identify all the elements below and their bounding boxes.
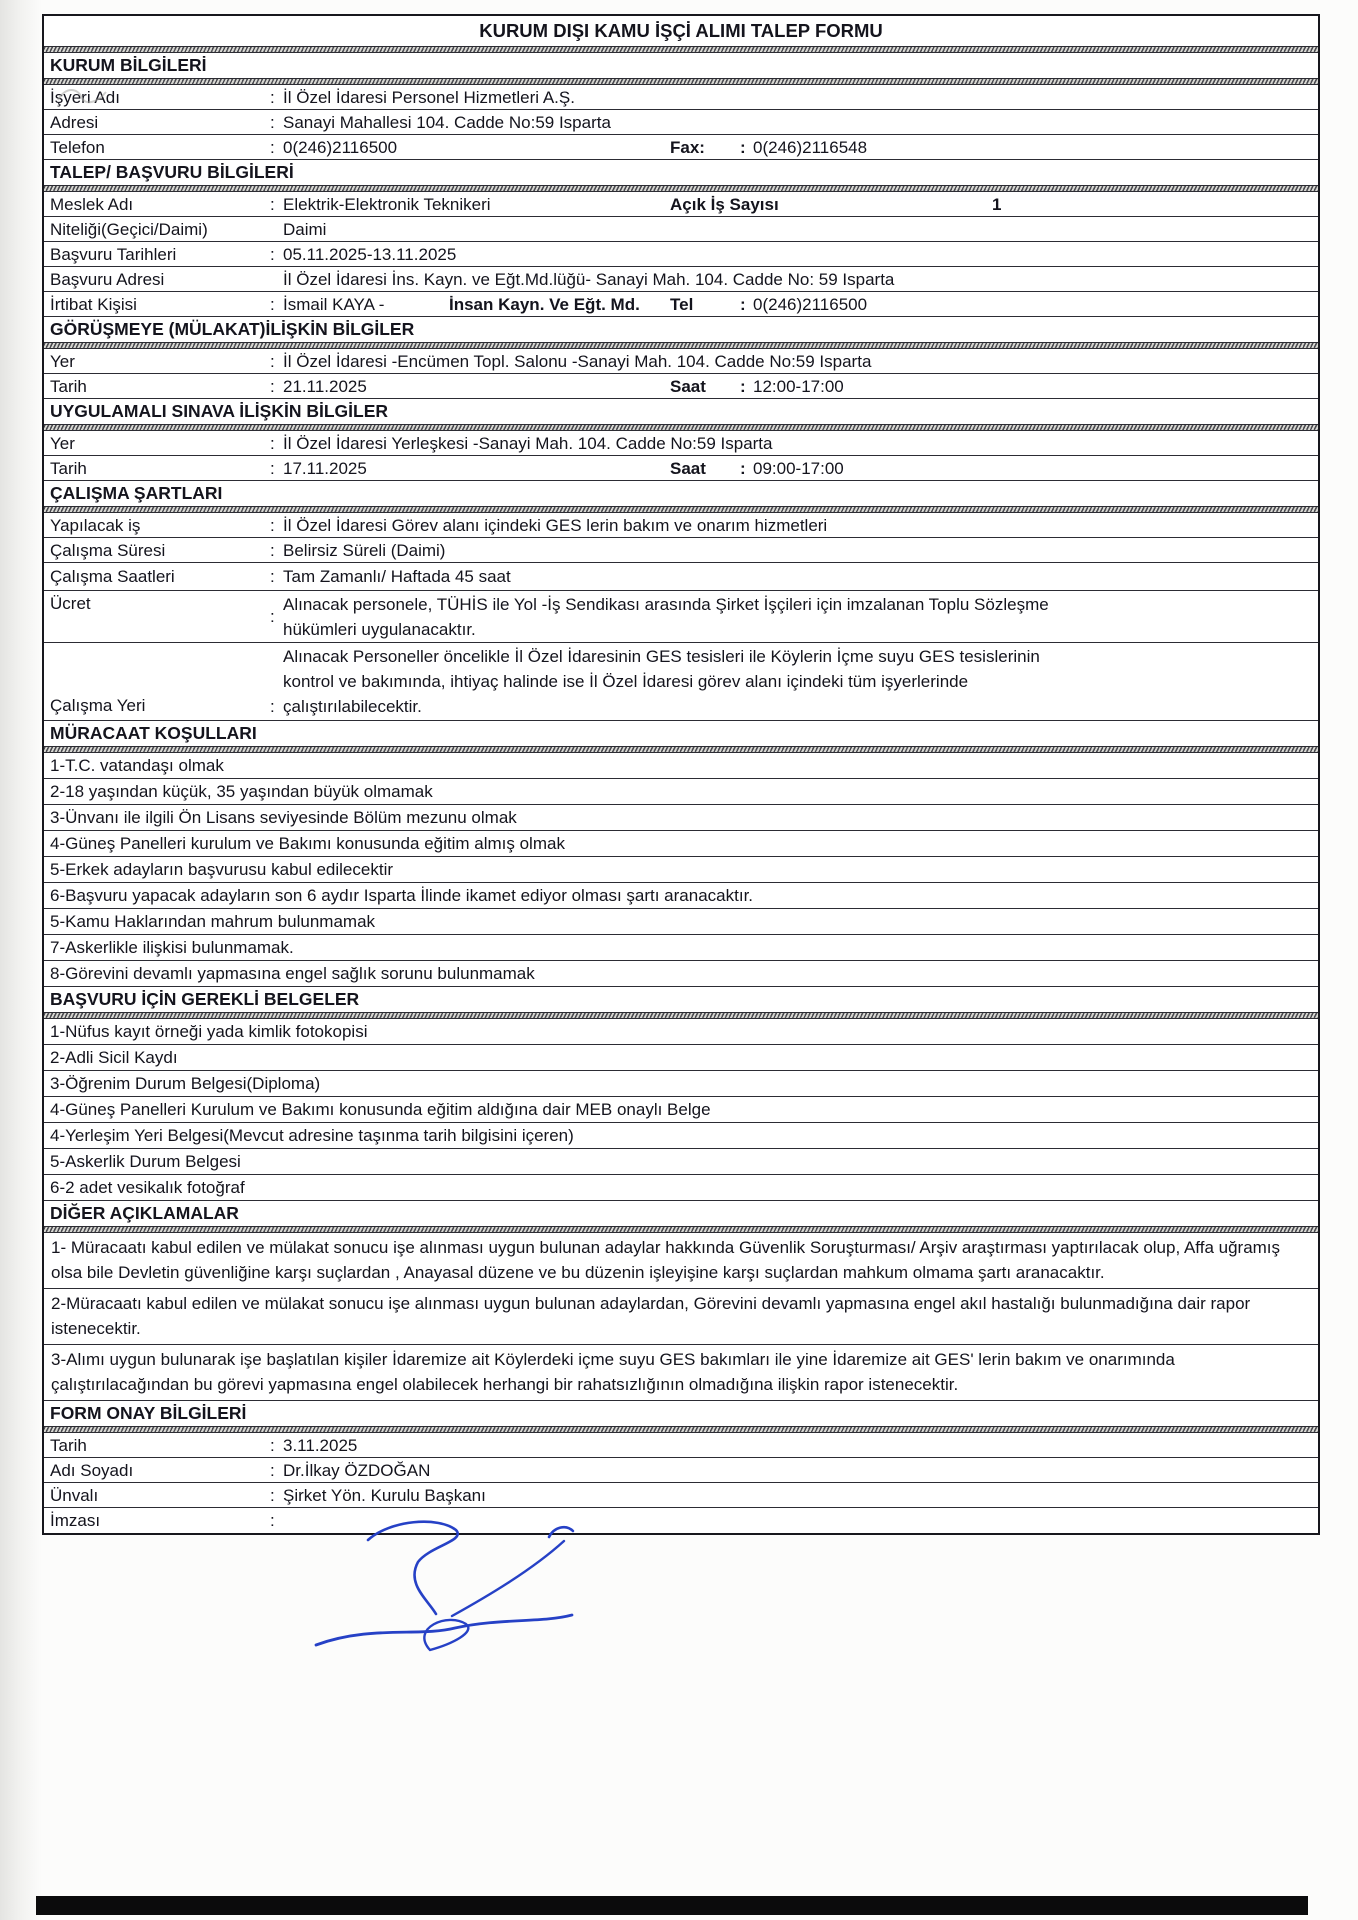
list-item: 4-Güneş Panelleri Kurulum ve Bakımı konusunda eğitim aldığına dair MEB onaylı Belge bbox=[44, 1097, 1318, 1123]
row-calisma-saatleri bbox=[44, 563, 1318, 591]
acik-is-sayisi-label: Açık İş Sayısı bbox=[670, 195, 779, 214]
saat-label: Saat bbox=[670, 459, 706, 478]
section-header-kurum: KURUM BİLGİLERİ bbox=[50, 55, 207, 75]
row-isyeri-adi bbox=[44, 85, 1318, 110]
field-separator: : bbox=[740, 138, 746, 157]
value-line: kontrol ve bakımında, ihtiyaç halinde ise İl Özel İdaresi görev alanı içindeki tüm işyerlerinde bbox=[283, 672, 969, 691]
field-separator: : bbox=[270, 1461, 275, 1480]
signature-stroke bbox=[452, 1541, 564, 1616]
signature-stroke bbox=[316, 1615, 572, 1645]
scan-left-edge bbox=[0, 0, 42, 1920]
row-imzasi bbox=[44, 1508, 1318, 1533]
field-value: 0(246)2116500 bbox=[283, 138, 398, 157]
saat-label: Saat bbox=[670, 377, 706, 396]
signature-stroke bbox=[368, 1522, 458, 1614]
row-onay-tarih bbox=[44, 1433, 1318, 1458]
section-header-calisma: ÇALIŞMA ŞARTLARI bbox=[50, 483, 223, 503]
field-label: Çalışma Saatleri bbox=[50, 567, 175, 586]
row-sinav-yer bbox=[44, 431, 1318, 456]
row-basvuru-tarihleri bbox=[44, 242, 1318, 267]
field-separator: : bbox=[270, 1486, 275, 1505]
field-label: Adı Soyadı bbox=[50, 1461, 134, 1480]
field-value: İl Özel İdaresi İns. Kayn. ve Eğt.Md.lüğü- Sanayi Mah. 104. Cadde No: 59 Isparta bbox=[283, 270, 895, 289]
row-calisma-suresi bbox=[44, 538, 1318, 563]
field-label: İmzası bbox=[50, 1511, 101, 1530]
list-item: 4-Yerleşim Yeri Belgesi(Mevcut adresine taşınma tarih bilgisini içeren) bbox=[44, 1123, 1318, 1149]
field-value-multiline bbox=[283, 592, 1049, 642]
list-item: 7-Askerlikle ilişkisi bulunmamak. bbox=[44, 935, 1318, 961]
field-value: Belirsiz Süreli (Daimi) bbox=[283, 541, 446, 560]
divider-hatch bbox=[44, 1012, 1318, 1019]
field-label: Yapılacak iş bbox=[50, 516, 141, 535]
row-adi-soyadi bbox=[44, 1458, 1318, 1483]
field-label: Tarih bbox=[50, 377, 87, 396]
row-unvali bbox=[44, 1483, 1318, 1508]
field-label: Çalışma Yeri bbox=[50, 696, 146, 715]
field-label: Ünvalı bbox=[50, 1486, 99, 1505]
fax-value: 0(246)2116548 bbox=[753, 138, 868, 157]
divider-hatch bbox=[44, 1226, 1318, 1233]
field-value: 21.11.2025 bbox=[283, 377, 367, 396]
list-item: 6-Başvuru yapacak adayların son 6 aydır Isparta İlinde ikamet ediyor olması şartı aranacaktır. bbox=[44, 883, 1318, 909]
field-value: Dr.İlkay ÖZDOĞAN bbox=[283, 1461, 431, 1480]
value-line: Alınacak personele, TÜHİS ile Yol -İş Sendikası arasında Şirket İşçileri için imzalanan Toplu Sözleşme bbox=[283, 595, 1049, 614]
field-value: İl Özel İdaresi Görev alanı içindeki GES lerin bakım ve onarım hizmetleri bbox=[283, 516, 828, 535]
section-header-sinav: UYGULAMALI SINAVA İLİŞKİN BİLGİLER bbox=[50, 401, 389, 421]
value-line: Alınacak Personeller öncelikle İl Özel İdaresinin GES tesisleri ile Köylerin İçme suyu GES tesislerinin bbox=[283, 647, 1040, 666]
field-separator: : bbox=[270, 138, 275, 157]
field-separator: : bbox=[270, 516, 275, 535]
paragraph: 2-Müracaatı kabul edilen ve mülakat sonucu işe alınması uygun bulunan adaylardan, Görevini devamlı yapmasına engel akıl hastalığı bulunmadığına dair rapor istenecektir. bbox=[44, 1289, 1318, 1345]
divider-hatch bbox=[44, 46, 1318, 53]
row-meslek-adi bbox=[44, 192, 1318, 217]
field-value: 17.11.2025 bbox=[283, 459, 367, 478]
field-separator: : bbox=[270, 1511, 275, 1530]
field-separator: : bbox=[270, 195, 275, 214]
list-item: 5-Askerlik Durum Belgesi bbox=[44, 1149, 1318, 1175]
row-adresi bbox=[44, 110, 1318, 135]
list-item: 3-Öğrenim Durum Belgesi(Diploma) bbox=[44, 1071, 1318, 1097]
paragraph: 1- Müracaatı kabul edilen ve mülakat sonucu işe alınması uygun bulunan adaylar hakkında Güvenlik Soruşturması/ Arşiv araştırması yaptırılacak olup, Affa uğramış olsa bile Devletin güvenliğine karşı suçlardan , Anayasal düzene ve bu düzenin işleyişine karşı suçlardan mahkum olmama şartı aranacaktır. bbox=[44, 1233, 1318, 1289]
value-line: hükümleri uygulanacaktır. bbox=[283, 620, 476, 639]
divider-hatch bbox=[44, 424, 1318, 431]
section-header-talep: TALEP/ BAŞVURU BİLGİLERİ bbox=[50, 162, 294, 182]
row-niteligi bbox=[44, 217, 1318, 242]
section-header-gorusme: GÖRÜŞMEYE (MÜLAKAT)İLİŞKİN BİLGİLER bbox=[50, 319, 415, 339]
field-separator: : bbox=[270, 352, 275, 371]
tel-value: 0(246)2116500 bbox=[753, 295, 868, 314]
list-item: 3-Ünvanı ile ilgili Ön Lisans seviyesinde Bölüm mezunu olmak bbox=[44, 805, 1318, 831]
list-item: 1-Nüfus kayıt örneği yada kimlik fotokopisi bbox=[44, 1019, 1318, 1045]
form-title: KURUM DIŞI KAMU İŞÇİ ALIMI TALEP FORMU bbox=[479, 20, 883, 41]
row-ucret bbox=[44, 591, 1318, 643]
divider-hatch bbox=[44, 185, 1318, 192]
form-table bbox=[42, 14, 1320, 1535]
field-label: Ücret bbox=[50, 594, 91, 613]
scan-bottom-bar bbox=[36, 1896, 1308, 1915]
field-value: İsmail KAYA - bbox=[283, 295, 385, 314]
field-value: Daimi bbox=[283, 220, 327, 239]
field-label: Çalışma Süresi bbox=[50, 541, 166, 560]
field-value: İl Özel İdaresi Personel Hizmetleri A.Ş. bbox=[283, 88, 575, 107]
saat-value: 12:00-17:00 bbox=[753, 377, 844, 396]
field-value: İl Özel İdaresi -Encümen Topl. Salonu -Sanayi Mah. 104. Cadde No:59 Isparta bbox=[283, 352, 872, 371]
field-separator: : bbox=[740, 377, 746, 396]
field-separator: : bbox=[270, 607, 275, 626]
section-header-diger: DİĞER AÇIKLAMALAR bbox=[50, 1203, 239, 1223]
field-value: 05.11.2025-13.11.2025 bbox=[283, 245, 457, 264]
field-separator: : bbox=[270, 377, 275, 396]
field-separator: : bbox=[270, 1436, 275, 1455]
field-separator: : bbox=[270, 295, 275, 314]
field-separator: : bbox=[270, 541, 275, 560]
signature-stroke bbox=[424, 1620, 468, 1650]
field-label: Başvuru Adresi bbox=[50, 270, 165, 289]
divider-hatch bbox=[44, 746, 1318, 753]
field-label: Tarih bbox=[50, 459, 87, 478]
field-value: Elektrik-Elektronik Teknikeri bbox=[283, 195, 491, 214]
field-label: Meslek Adı bbox=[50, 195, 134, 214]
acik-is-sayisi-value: 1 bbox=[992, 195, 1002, 214]
section-header-onay: FORM ONAY BİLGİLERİ bbox=[50, 1403, 247, 1423]
list-item: 6-2 adet vesikalık fotoğraf bbox=[44, 1175, 1318, 1201]
row-telefon bbox=[44, 135, 1318, 160]
field-separator: : bbox=[270, 697, 275, 716]
field-separator: : bbox=[270, 88, 275, 107]
row-basvuru-adresi bbox=[44, 267, 1318, 292]
irtibat-unit: İnsan Kayn. Ve Eğt. Md. bbox=[449, 295, 640, 314]
field-label: Yer bbox=[50, 352, 75, 371]
value-line: çalıştırılabilecektir. bbox=[283, 697, 422, 716]
row-calisma-yeri bbox=[44, 643, 1318, 721]
fax-label: Fax: bbox=[670, 138, 705, 157]
field-separator: : bbox=[270, 434, 275, 453]
field-label: İşyeri Adı bbox=[50, 88, 120, 107]
list-item: 1-T.C. vatandaşı olmak bbox=[44, 753, 1318, 779]
field-label: Yer bbox=[50, 434, 75, 453]
field-separator: : bbox=[270, 567, 275, 586]
field-separator: : bbox=[740, 459, 746, 478]
row-yapilacak-is bbox=[44, 513, 1318, 538]
section-header-muracaat: MÜRACAAT KOŞULLARI bbox=[50, 723, 257, 743]
list-item: 2-Adli Sicil Kaydı bbox=[44, 1045, 1318, 1071]
paragraph: 3-Alımı uygun bulunarak işe başlatılan kişiler İdaremize ait Köylerdeki içme suyu GES bakımları ile yine İdaremize ait GES' lerin bakım ve onarımında çalıştırılacağından bu görevi yapmasına engel olabilecek herhangi bir rahatsızlığının olmadığına ilişkin rapor istenecektir. bbox=[44, 1345, 1318, 1401]
tel-label: Tel bbox=[670, 295, 694, 314]
divider-hatch bbox=[44, 342, 1318, 349]
row-gorusme-tarih bbox=[44, 374, 1318, 399]
field-value: Şirket Yön. Kurulu Başkanı bbox=[283, 1486, 486, 1505]
row-irtibat-kisisi bbox=[44, 292, 1318, 317]
field-label: İrtibat Kişisi bbox=[50, 295, 137, 314]
field-separator: : bbox=[270, 113, 275, 132]
field-label: Telefon bbox=[50, 138, 105, 157]
list-item: 5-Kamu Haklarından mahrum bulunmamak bbox=[44, 909, 1318, 935]
row-sinav-tarih bbox=[44, 456, 1318, 481]
list-item: 5-Erkek adayların başvurusu kabul edilecektir bbox=[44, 857, 1318, 883]
field-label: Başvuru Tarihleri bbox=[50, 245, 177, 264]
field-value: İl Özel İdaresi Yerleşkesi -Sanayi Mah. 104. Cadde No:59 Isparta bbox=[283, 434, 773, 453]
field-value: Tam Zamanlı/ Haftada 45 saat bbox=[283, 567, 511, 586]
divider-hatch bbox=[44, 1426, 1318, 1433]
field-value-multiline bbox=[283, 644, 1040, 719]
field-separator: : bbox=[740, 295, 746, 314]
list-item: 2-18 yaşından küçük, 35 yaşından büyük olmamak bbox=[44, 779, 1318, 805]
saat-value: 09:00-17:00 bbox=[753, 459, 844, 478]
field-label: Tarih bbox=[50, 1436, 87, 1455]
section-header-belgeler: BAŞVURU İÇİN GEREKLİ BELGELER bbox=[50, 989, 360, 1009]
field-separator: : bbox=[270, 245, 275, 264]
field-value: Sanayi Mahallesi 104. Cadde No:59 Isparta bbox=[283, 113, 611, 132]
list-item: 4-Güneş Panelleri kurulum ve Bakımı konusunda eğitim almış olmak bbox=[44, 831, 1318, 857]
divider-hatch bbox=[44, 78, 1318, 85]
field-separator: : bbox=[270, 459, 275, 478]
list-item: 8-Görevini devamlı yapmasına engel sağlık sorunu bulunmamak bbox=[44, 961, 1318, 987]
field-value: 3.11.2025 bbox=[283, 1436, 358, 1455]
divider-hatch bbox=[44, 506, 1318, 513]
field-label: Niteliği(Geçici/Daimi) bbox=[50, 220, 208, 239]
field-label: Adresi bbox=[50, 113, 99, 132]
row-gorusme-yer bbox=[44, 349, 1318, 374]
